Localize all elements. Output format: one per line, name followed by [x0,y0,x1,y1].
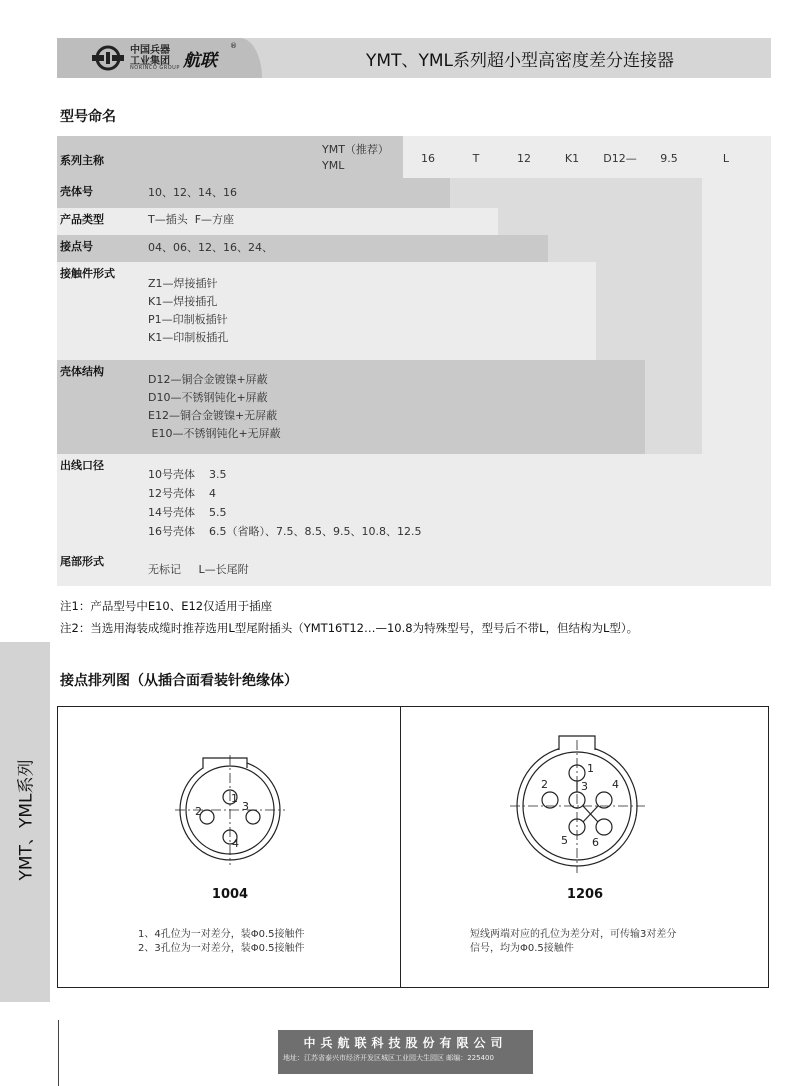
row-label-series: 系列主称 [60,154,104,167]
pin-label: 2 [195,805,202,818]
naming-step [57,178,450,208]
pin-label: 1 [587,762,594,775]
footer-address: 地址：江苏省泰兴市经济开发区城区工业园大生园区 邮编：225400 [283,1054,494,1062]
code-tail-form: L [722,152,730,165]
shell-structure-line: D10—不锈钢钝化+屏蔽 [148,391,268,404]
shell-structure-line: D12—铜合金镀镍+屏蔽 [148,373,268,386]
row-label-contact-count: 接点号 [60,240,93,253]
pin-label: 4 [232,837,239,850]
logo-company-en: NORINCO GROUP [130,65,180,71]
pin-label: 4 [612,778,619,791]
diagram-divider [400,706,401,988]
row-label-shell-structure: 壳体结构 [60,365,104,378]
footer-company-name: 中兵航联科技股份有限公司 [303,1036,508,1050]
contact-form-line: Z1—焊接插针 [148,277,218,290]
code-shell-size: 16 [421,152,435,165]
diagram-desc-1206: 短线两端对应的孔位为差分对，可传输3对差分 信号，均为Φ0.5接触件 [470,929,677,954]
page-title: YMT、YML系列超小型高密度差分连接器 [366,51,674,71]
pin-label: 5 [561,834,568,847]
shell-structure-line: E12—铜合金镀镍+无屏蔽 [148,409,278,422]
diagram-label-1206: 1206 [566,887,604,902]
shell-size-values: 10、12、14、16 [148,186,237,199]
outlet-diameter-line: 14号壳体 5.5 [148,506,227,519]
contact-diagram-1004 [155,740,305,880]
outlet-diameter-line: 16号壳体 6.5（省略）、7.5、8.5、9.5、10.8、12.5 [148,525,422,538]
note-2: 注2：当选用海装成缆时推荐选用L型尾附插头（YMT16T12…—10.8为特殊型号，型号后不带L，但结构为L型）。 [60,621,639,635]
row-label-tail-form: 尾部形式 [60,555,104,568]
pin-label: 6 [592,836,599,849]
pin-label: 3 [581,780,588,793]
naming-step [57,235,548,262]
registered-mark: ® [230,42,237,50]
contact-diagram-1206 [505,728,665,878]
pin-label: 3 [242,800,249,813]
pin-label: 1 [231,792,238,805]
contact-form-line: K1—焊接插孔 [148,295,218,308]
outlet-diameter-line: 10号壳体 3.5 [148,468,227,481]
diagram-label-1004: 1004 [211,887,249,902]
contact-form-line: P1—印制板插针 [148,313,228,326]
logo-brand: 航联 [183,51,217,71]
product-type-values: T—插头 F—方座 [148,213,235,226]
naming-step [57,360,645,454]
row-label-shell-size: 壳体号 [60,185,93,198]
logo-company-cn: 中国兵器 工业集团 [130,45,170,67]
shell-structure-line: E10—不锈钢钝化+无屏蔽 [148,427,281,440]
code-contact-count: 12 [517,152,531,165]
row-label-outlet-diameter: 出线口径 [60,459,104,472]
code-outlet-diameter: 9.5 [660,152,678,165]
outlet-diameter-line: 12号壳体 4 [148,487,216,500]
contact-form-line: K1—印制板插孔 [148,331,229,344]
side-divider-line [58,1020,59,1086]
code-shell-structure: D12— [603,152,637,165]
naming-section-title: 型号命名 [60,109,116,125]
tail-form-values: 无标记 L—长尾附 [148,563,249,576]
naming-step [57,262,596,360]
code-product-type: T [472,152,480,165]
contact-count-values: 04、06、12、16、24、 [148,241,273,254]
side-tab-label: YMT、YML系列 [16,759,37,881]
naming-step [57,208,498,235]
row-label-contact-form: 接触件形式 [60,267,115,280]
series-value-yml: YML [322,159,345,172]
diagram-desc-1004: 1、4孔位为一对差分，装Φ0.5接触件 2、3孔位为一对差分，装Φ0.5接触件 [138,929,305,954]
norinco-logo-icon [92,44,124,72]
series-value-ymt: YMT（推荐） [322,143,389,156]
contact-section-title: 接点排列图（从插合面看装针绝缘体） [60,673,298,689]
row-label-product-type: 产品类型 [60,213,104,226]
code-contact-form: K1 [564,152,580,165]
note-1: 注1：产品型号中E10、E12仅适用于插座 [60,599,273,613]
pin-label: 2 [541,778,548,791]
